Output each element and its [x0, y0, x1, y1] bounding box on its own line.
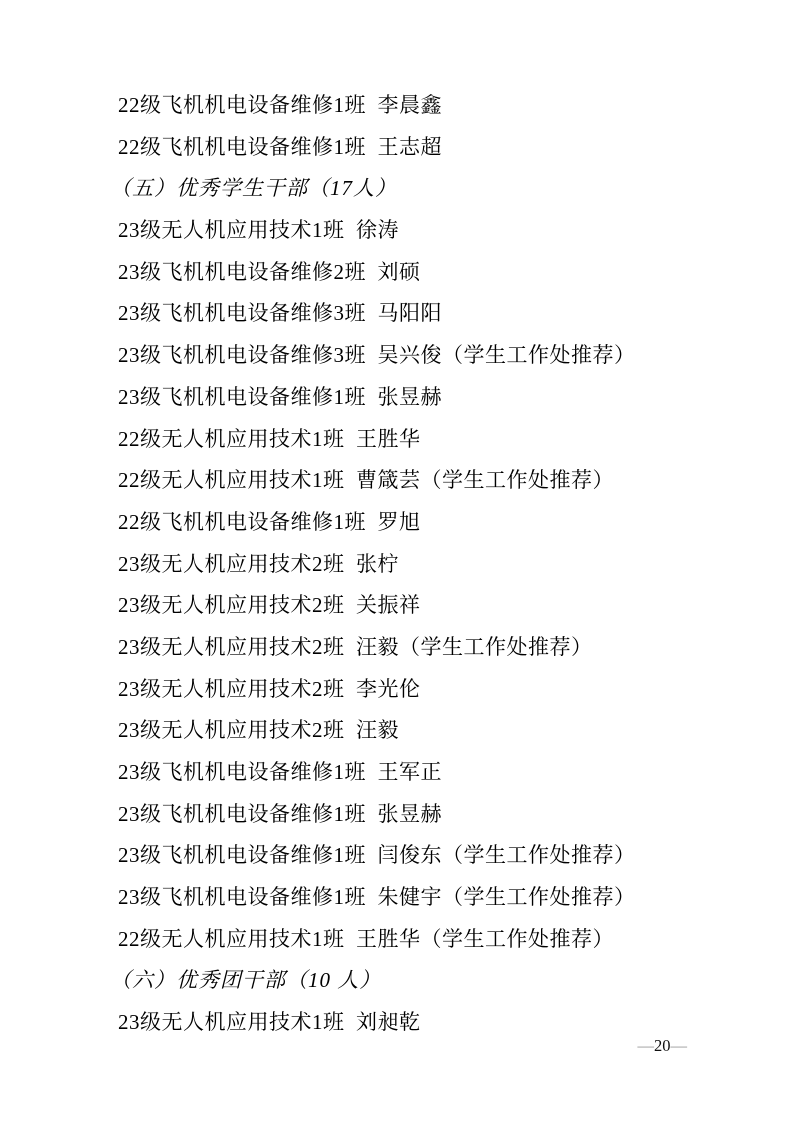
award-entry: 23级飞机机电设备维修3班 马阳阳 [118, 301, 442, 326]
award-entry: 22级飞机机电设备维修1班 罗旭 [118, 509, 421, 534]
award-entry: 23级无人机应用技术1班 徐涛 [118, 218, 399, 243]
award-entry: 22级无人机应用技术1班 曹箴芸（学生工作处推荐） [118, 468, 614, 493]
page-number-dash-left: — [637, 1036, 654, 1055]
award-entry: 23级无人机应用技术2班 汪毅 [118, 718, 399, 743]
award-entry: 23级飞机机电设备维修1班 张昱赫 [118, 801, 442, 826]
award-entry: 22级无人机应用技术1班 王胜华（学生工作处推荐） [118, 926, 614, 951]
award-entry: 23级飞机机电设备维修1班 闫俊东（学生工作处推荐） [118, 843, 636, 868]
section-heading: （六）优秀团干部（10 人） [110, 968, 382, 993]
page-number-value: 20 [654, 1036, 671, 1055]
award-entry: 23级无人机应用技术2班 张柠 [118, 551, 399, 576]
award-entry: 23级飞机机电设备维修1班 张昱赫 [118, 384, 442, 409]
award-entry: 23级无人机应用技术2班 李光伦 [118, 676, 421, 701]
award-entry: 23级无人机应用技术2班 关振祥 [118, 593, 421, 618]
award-entry: 23级无人机应用技术1班 刘昶乾 [118, 1010, 421, 1035]
page-number-dash-right: — [670, 1036, 687, 1055]
award-entry: 23级飞机机电设备维修1班 王军正 [118, 760, 442, 784]
award-entry: 22级无人机应用技术1班 王胜华 [118, 426, 421, 451]
award-entry: 23级飞机机电设备维修2班 刘硕 [118, 259, 421, 284]
award-entry: 23级飞机机电设备维修1班 朱健宇（学生工作处推荐） [118, 885, 636, 910]
document-body [110, 85, 743, 1044]
page-number [638, 1036, 688, 1056]
section-heading: （五）优秀学生干部（17人） [110, 176, 397, 201]
award-entry: 23级飞机机电设备维修3班 吴兴俊（学生工作处推荐） [118, 343, 636, 368]
award-entry: 22级飞机机电设备维修1班 李晨鑫 [118, 93, 442, 117]
award-entry: 23级无人机应用技术2班 汪毅（学生工作处推荐） [118, 634, 593, 659]
award-entry: 22级飞机机电设备维修1班 王志超 [118, 134, 442, 159]
